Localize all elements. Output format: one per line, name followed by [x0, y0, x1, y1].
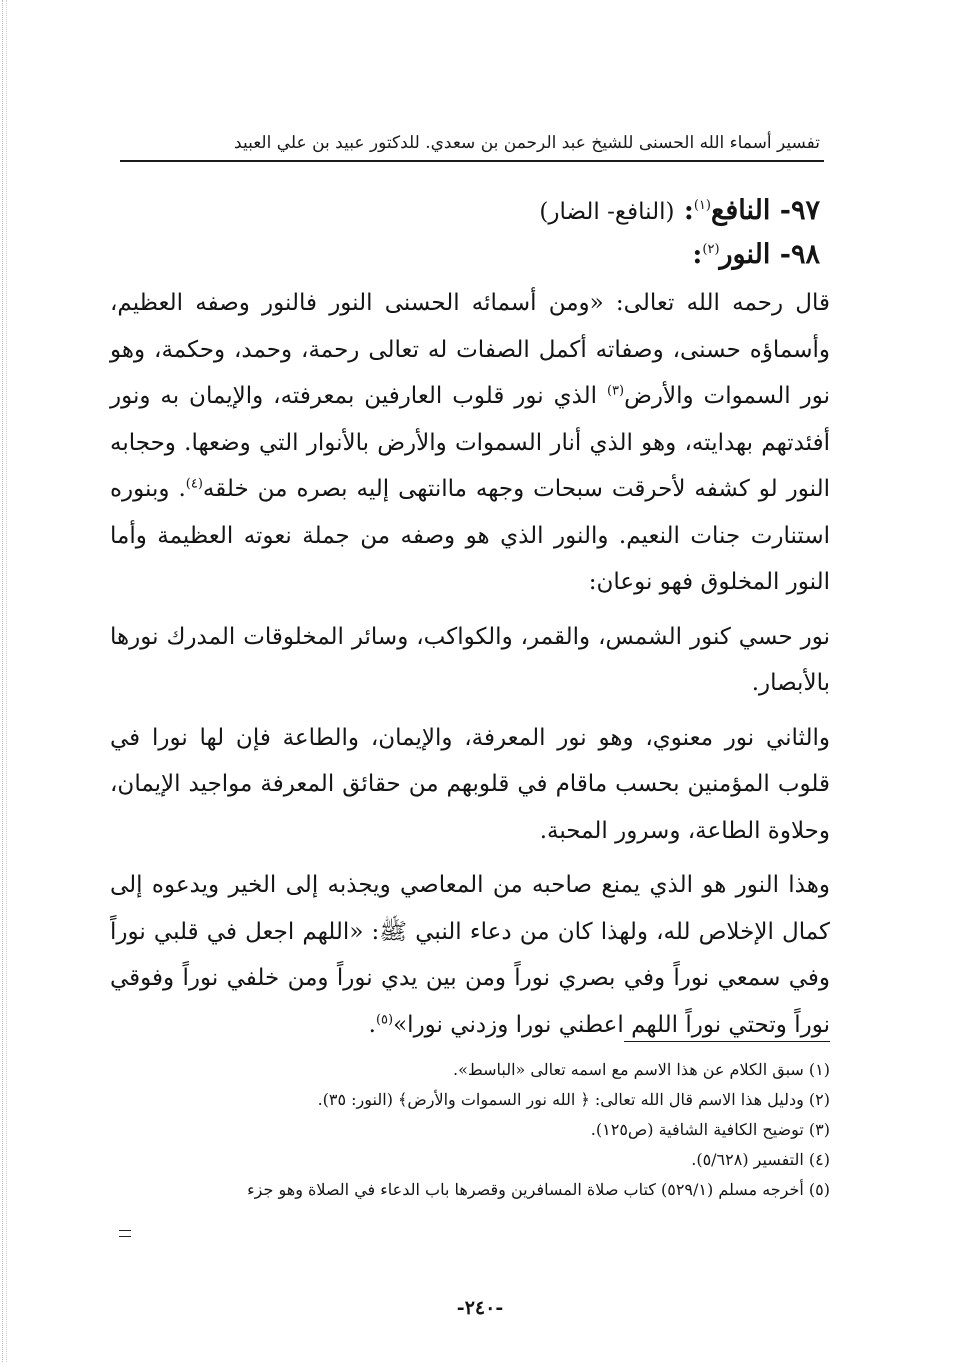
entry-colon: : — [692, 239, 703, 270]
entry-pair: (النافع- الضار) — [539, 199, 675, 225]
body-text — [110, 280, 830, 1048]
scan-edge-marks — [2, 0, 7, 1362]
footnote-ref: (٤) — [185, 476, 203, 492]
paragraph-quote — [110, 280, 830, 606]
footnote-3: (٣) توضيح الكافية الشافية (ص١٢٥). — [590, 1120, 830, 1139]
footnotes — [100, 1055, 830, 1205]
entry-98 — [400, 234, 820, 278]
running-header: تفسير أسماء الله الحسنى للشيخ عبد الرحمن بن سعدي. للدكتور عبيد بن علي العبيد — [234, 133, 820, 153]
footnote-4: (٤) التفسير (٥/٦٢٨). — [691, 1150, 830, 1169]
continuation-mark — [119, 1230, 131, 1237]
paragraph-text: الذي نور قلوب العارفين بمعرفته، والإيمان به ونور أفئدتهم بهدايته، وهو الذي أنار السموات والأرض بالأنوار التي وضعها. وحجابه النور لو كشفه لأحرقت سبحات وجهه ماانتهى إليه بصره من خلقه — [110, 383, 830, 502]
paragraph-supplication — [110, 862, 830, 1048]
entry-label: ٩٧- النافع — [710, 195, 820, 226]
footnote-5: (٥) أخرجه مسلم (٥٢٩/١) كتاب صلاة المسافرين وقصرها باب الدعاء في الصلاة وهو جزء — [247, 1180, 830, 1199]
footnote-2: (٢) ودليل هذا الاسم قال الله تعالى: ﴿ الله نور السموات والأرض﴾ (النور: ٣٥). — [317, 1090, 830, 1109]
paragraph-spiritual-light: والثاني نور معنوي، وهو نور المعرفة، والإيمان، والطاعة فإن لها نورا في قلوب المؤمنين بحسب ماقام في قلوبهم من حقائق المعرفة مواجيد الإيمان، وحلاوة الطاعة، وسرور المحبة. — [110, 724, 830, 844]
name-entries — [400, 190, 820, 278]
entry-label: ٩٨- النور — [719, 239, 820, 270]
paragraph-text: . — [368, 1011, 376, 1038]
footnote-ref: (٣) — [606, 383, 625, 399]
entry-97 — [400, 190, 820, 234]
footnote-rule — [624, 1041, 830, 1042]
footnote-ref: (٢) — [702, 242, 720, 257]
page-number: -٢٤٠- — [456, 1297, 504, 1319]
footnote-ref: (٥) — [375, 1011, 394, 1027]
paragraph-sensory-light: نور حسي كنور الشمس، والقمر، والكواكب، وسائر المخلوقات المدرك نورها بالأبصار. — [110, 623, 830, 696]
paragraph-text: وهذا النور هو الذي يمنع صاحبه من المعاصي ويجذبه إلى الخير ويدعوه إلى كمال الإخلاص لله، ولهذا كان من دعاء النبي ﷺ: «اللهم اجعل في قلبي نوراً وفي سمعي نوراً وفي بصري نوراً ومن بين يدي نوراً ومن خلفي نوراً وفوقي نوراً وتحتي نوراً اللهم اعطني نورا وزدني نورا» — [110, 872, 830, 1038]
footnote-ref: (١) — [693, 198, 711, 213]
header-rule — [120, 160, 824, 162]
paragraph-text: قال رحمه الله تعالى: «ومن أسمائه الحسنى النور فالنور وصفه العظيم، وأسماؤه حسنى، وصفاته أكمل الصفات له تعالى رحمة، وحمد، وحكمة، وهو نور السموات والأرض — [110, 290, 830, 409]
paragraph-text: . وبنوره استنارت جنات النعيم. والنور الذي هو وصفه من جملة نعوته العظيمة وأما النور المخلوق فهو نوعان: — [110, 476, 830, 595]
entry-colon: : — [674, 195, 694, 226]
footnote-1: (١) سبق الكلام عن هذا الاسم مع اسمه تعالى «الباسط». — [453, 1060, 830, 1079]
